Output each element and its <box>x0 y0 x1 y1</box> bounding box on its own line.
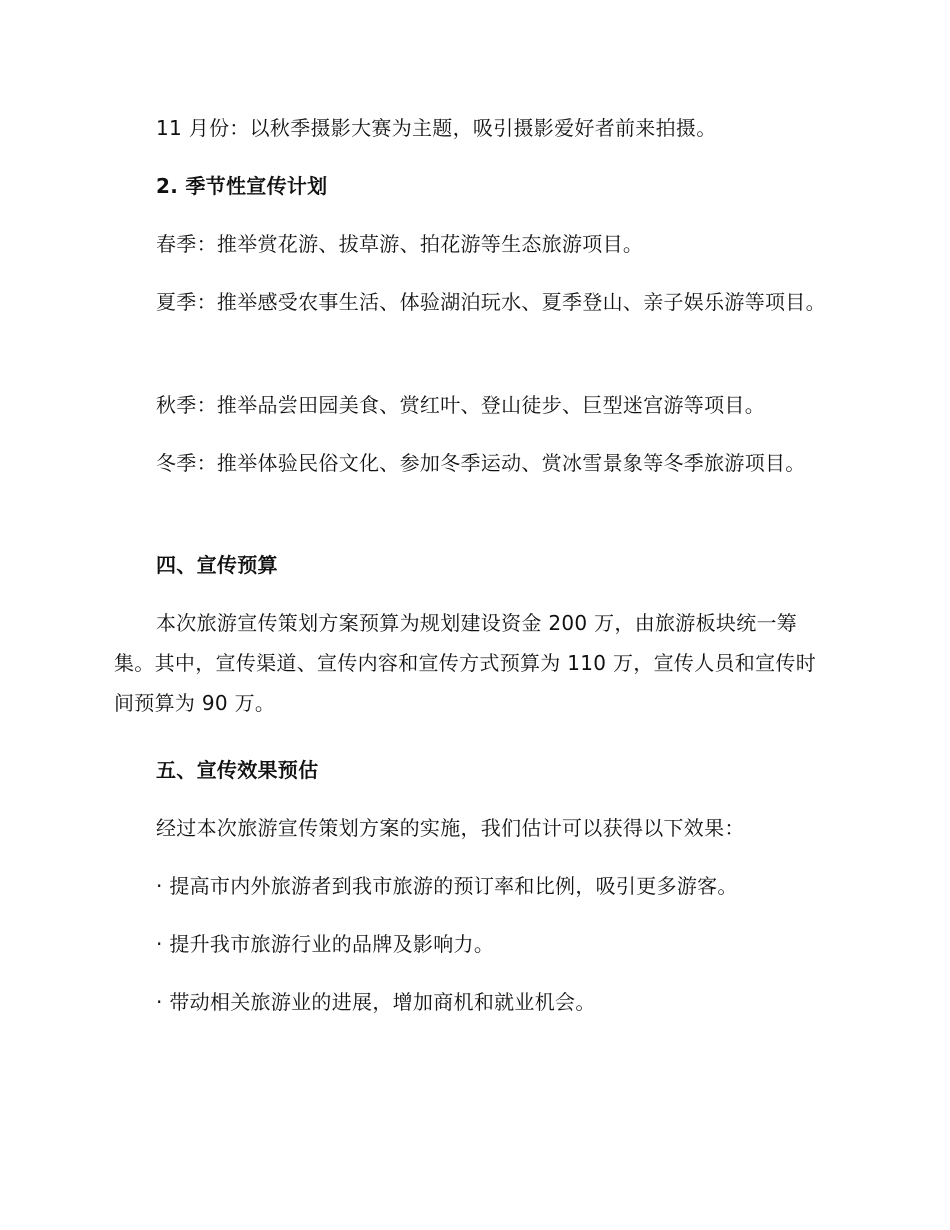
paragraph-spring: 春季：推举赏花游、拔草游、拍花游等生态旅游项目。 <box>156 232 644 256</box>
paragraph-budget: 本次旅游宣传策划方案预算为规划建设资金 200 万，由旅游板块统一筹集。其中，宣传渠道、宣传内容和宣传方式预算为 110 万，宣传人员和宣传时间预算为 90 万。 <box>114 611 816 715</box>
paragraph-winter: 冬季：推举体验民俗文化、参加冬季运动、赏冰雪景象等冬季旅游项目。 <box>156 451 806 475</box>
paragraph-autumn: 秋季：推举品尝田园美食、赏红叶、登山徒步、巨型迷宫游等项目。 <box>156 393 765 417</box>
bullet-item: · 带动相关旅游业的进展，增加商机和就业机会。 <box>156 990 596 1014</box>
bullet-item: · 提高市内外旅游者到我市旅游的预订率和比例，吸引更多游客。 <box>156 874 738 898</box>
paragraph-effect-intro: 经过本次旅游宣传策划方案的实施，我们估计可以获得以下效果： <box>156 816 745 840</box>
heading-effect: 五、宣传效果预估 <box>156 758 319 782</box>
paragraph-summer: 夏季：推举感受农事生活、体验湖泊玩水、夏季登山、亲子娱乐游等项目。 <box>156 290 826 314</box>
bullet-item: · 提升我市旅游行业的品牌及影响力。 <box>156 932 495 956</box>
heading-budget: 四、宣传预算 <box>156 553 278 577</box>
paragraph-november: 11 月份：以秋季摄影大赛为主题，吸引摄影爱好者前来拍摄。 <box>156 116 717 140</box>
heading-seasonal-plan: 2. 季节性宣传计划 <box>156 174 328 198</box>
